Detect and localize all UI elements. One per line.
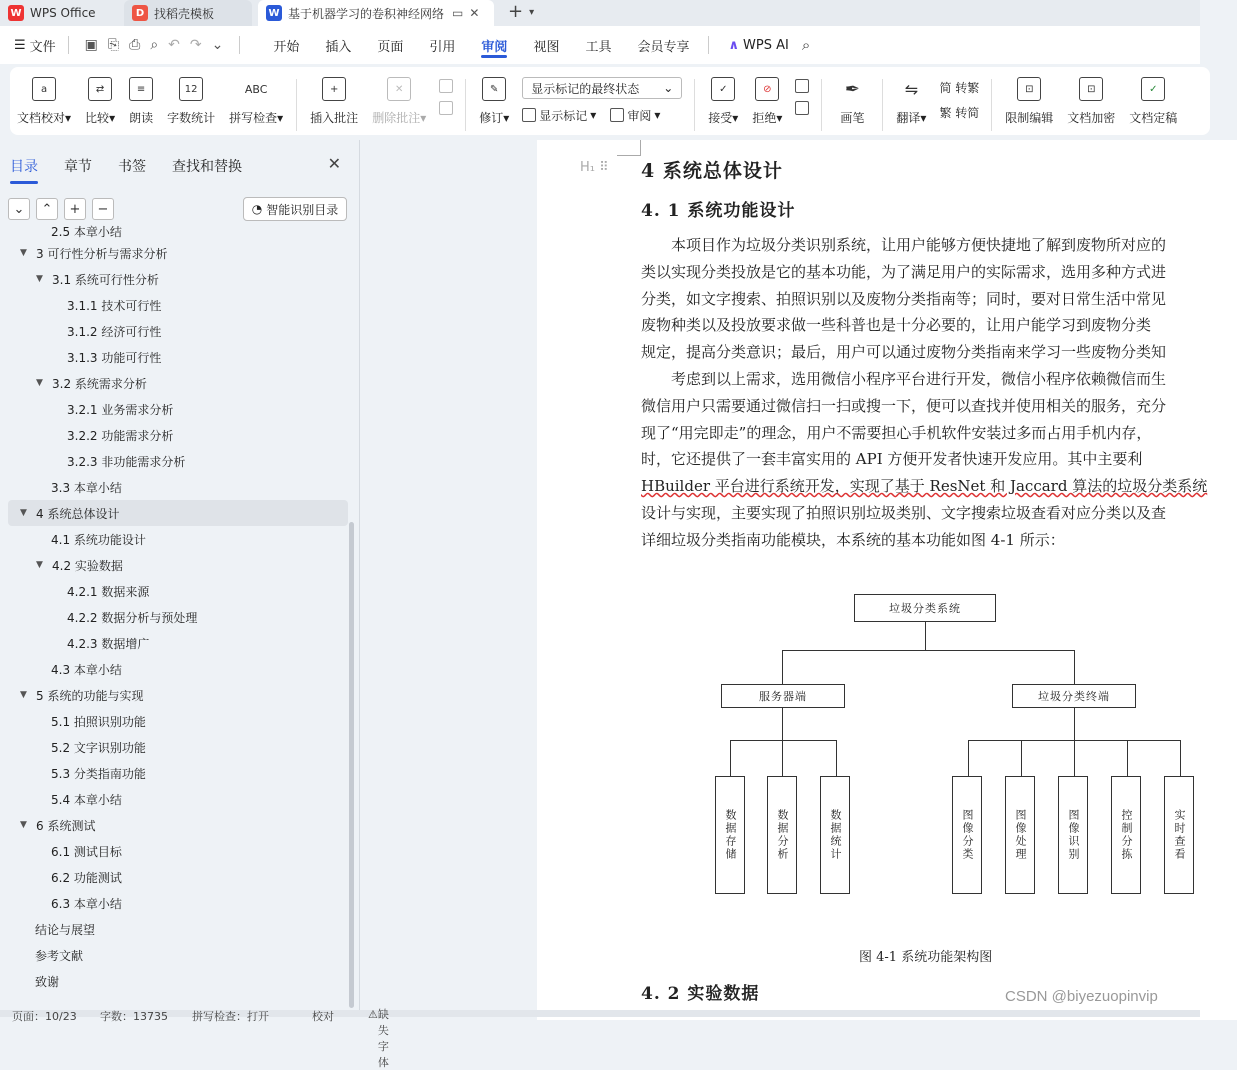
translate-label: 翻译▾ <box>896 111 927 125</box>
word-count-button[interactable] <box>160 77 222 126</box>
spell-check-icon: ABC <box>244 82 268 96</box>
markup-state-select[interactable] <box>522 77 682 99</box>
toc-item-label: 3.1.3 功能可行性 <box>67 350 162 365</box>
encrypt-label: 文档加密 <box>1067 111 1116 125</box>
toc-item[interactable] <box>8 604 348 630</box>
compare-button[interactable] <box>78 77 122 126</box>
connector <box>925 622 926 650</box>
compare-label: 比较▾ <box>85 111 116 125</box>
chevron-down-icon[interactable]: ⌄ <box>8 198 30 220</box>
paragraph-2 <box>641 366 1208 554</box>
text-line: 现了“用完即走”的理念，用户不需要担心手机软件安装过多而占用手机内存， <box>641 423 1152 442</box>
diagram-leaf-node: 实时查看 <box>1164 776 1194 894</box>
toc-item-label: 3.2.1 业务需求分析 <box>67 402 174 417</box>
connector <box>968 740 969 776</box>
read-aloud-icon: ≡ <box>129 77 153 101</box>
document-page[interactable] <box>537 140 1237 1020</box>
word-count-indicator[interactable]: 字数：13735 <box>100 1010 168 1023</box>
tab-find-replace[interactable]: 查找和替换 <box>172 159 242 175</box>
connector <box>782 650 783 684</box>
smart-toc-label: 智能识别目录 <box>266 202 339 217</box>
missing-font-indicator[interactable]: ⚠ 缺失字体 <box>368 1008 389 1069</box>
spell-check-button[interactable] <box>222 77 290 126</box>
spell-check-label: 拼写检查▾ <box>229 111 284 125</box>
revision-nav <box>789 77 815 115</box>
toc-item-label: 4.3 本章小结 <box>51 662 122 677</box>
redo-icon[interactable]: ↷ <box>189 37 202 53</box>
page-indicator[interactable]: 页面：10/23 <box>12 1010 77 1023</box>
toc-item-label: 3 可行性分析与需求分析 <box>36 246 168 261</box>
word-doc-icon: W <box>266 5 282 21</box>
watermark: CSDN @biyezuopinvip <box>1005 988 1158 1005</box>
toc-item[interactable] <box>8 344 348 370</box>
divider <box>821 79 822 131</box>
encrypt-icon: ⊡ <box>1079 77 1103 101</box>
connector <box>1074 708 1075 740</box>
text-line: 微信用户只需要通过微信扫一扫或搜一下，便可以查找并使用相关的服务，充分 <box>641 396 1167 415</box>
text-line: 考虑到以上需求，选用微信小程序平台进行开发，微信小程序依赖微信而生 <box>641 370 1167 388</box>
delete-comment-button[interactable] <box>365 77 433 126</box>
toc-item[interactable] <box>8 552 348 578</box>
ribbon-panel <box>10 67 1210 135</box>
toc-item[interactable] <box>8 708 348 734</box>
nav-tabs <box>10 156 242 176</box>
toc-item-label: 4.2 实验数据 <box>52 558 123 573</box>
toc-item[interactable] <box>8 240 348 266</box>
new-tab-icon[interactable]: + <box>508 1 524 22</box>
toc-toolbar <box>8 198 114 220</box>
divider <box>68 36 69 54</box>
accept-button[interactable] <box>701 77 745 126</box>
page-corner-mark <box>617 140 641 156</box>
lock-doc-icon: ⊡ <box>1017 77 1041 101</box>
quick-access-toolbar <box>62 36 247 54</box>
ribbon <box>0 64 1200 140</box>
diagram-leaf-node: 数据存储 <box>715 776 745 894</box>
proof-indicator[interactable]: 校对 <box>312 1010 334 1023</box>
toc-item[interactable] <box>8 812 348 838</box>
toc-item-label: 4.1 系统功能设计 <box>51 532 146 547</box>
wps-ai-icon: ∧ <box>728 37 740 53</box>
toc-item[interactable] <box>8 734 348 760</box>
toc-item-label: 6.3 本章小结 <box>51 896 122 911</box>
divider <box>991 79 992 131</box>
menu-reference[interactable]: 引用 <box>429 39 456 55</box>
insert-comment-label: 插入批注 <box>310 111 359 125</box>
expand-arrow-icon[interactable]: ▼ <box>36 274 43 284</box>
tab-label: WPS Office <box>30 6 96 20</box>
text-line: 分类，如文字搜索、拍照识别以及废物分类指南等；同时，要对日常生活中常见 <box>641 289 1167 308</box>
text-line: 规定，提高分类意识；最后，用户可以通过废物分类指南来学习一些废物分类知 <box>641 343 1167 362</box>
reject-label: 拒绝▾ <box>752 111 783 125</box>
toc-item-label: 3.2.2 功能需求分析 <box>67 428 174 443</box>
architecture-diagram <box>607 580 1186 920</box>
toc-item-label: 参考文献 <box>35 948 84 963</box>
file-menu-label: 文件 <box>29 39 56 55</box>
word-count-icon: 12 <box>179 77 203 101</box>
toc-item[interactable] <box>8 474 348 500</box>
toc-item[interactable] <box>8 370 348 396</box>
title-bar <box>0 0 1200 26</box>
toc-item-label: 3.2.3 非功能需求分析 <box>67 454 186 469</box>
docer-icon: D <box>132 5 148 21</box>
diagram-leaf-node: 图像处理 <box>1005 776 1035 894</box>
smart-toc-button[interactable] <box>243 197 347 221</box>
revise-label: 修订▾ <box>479 111 510 125</box>
toc-item-label: 3.3 本章小结 <box>51 480 122 495</box>
toc-item-label: 6 系统测试 <box>36 818 96 833</box>
delete-comment-label: 删除批注▾ <box>372 111 427 125</box>
toc-item[interactable] <box>8 292 348 318</box>
toc-item-label: 5.2 文字识别功能 <box>51 740 146 755</box>
connector <box>1021 740 1022 776</box>
menu-lines-icon: ☰ <box>14 37 26 53</box>
wps-ai-label: WPS AI <box>743 37 789 53</box>
text-line: 本项目作为垃圾分类识别系统，让用户能够方便快捷地了解到废物所对应的 <box>641 236 1167 254</box>
chevron-down-icon[interactable]: ▾ <box>529 7 535 18</box>
connector <box>782 650 1074 651</box>
menu-member[interactable]: 会员专享 <box>637 39 690 55</box>
heading-2-design: 4. 1 系统功能设计 <box>641 201 796 221</box>
expand-arrow-icon[interactable]: ▼ <box>20 690 27 700</box>
connector <box>1074 740 1075 776</box>
accept-label: 接受▾ <box>708 111 739 125</box>
accept-icon: ✓ <box>711 77 735 101</box>
diagram-leaf-node: 数据分析 <box>767 776 797 894</box>
navigation-pane <box>0 140 360 1010</box>
toc-item-label: 3.1.2 经济可行性 <box>67 324 162 339</box>
toc-item-label: 4.2.1 数据来源 <box>67 584 150 599</box>
toc-item-label: 5.1 拍照识别功能 <box>51 714 146 729</box>
toc-item-label: 6.1 测试目标 <box>51 844 122 859</box>
divider <box>296 79 297 131</box>
close-icon[interactable]: ✕ <box>327 154 341 173</box>
tab-wps-office[interactable] <box>0 0 120 26</box>
heading-handle-icon[interactable]: H₁ ⠿ <box>580 160 609 175</box>
expand-arrow-icon[interactable]: ▼ <box>20 248 27 258</box>
expand-arrow-icon[interactable]: ▼ <box>20 820 27 830</box>
doc-check-button[interactable] <box>10 77 78 126</box>
finalize-icon: ✓ <box>1141 77 1165 101</box>
toc-item[interactable] <box>8 864 348 890</box>
toc-item[interactable] <box>8 526 348 552</box>
prev-revision-icon[interactable] <box>795 79 809 93</box>
show-markup-label: 显示标记 <box>539 108 588 123</box>
pen-button[interactable] <box>828 77 876 126</box>
tab-label: 基于机器学习的卷积神经网络 <box>288 6 445 21</box>
review-pane-icon <box>610 108 624 122</box>
text-line: 废物种类以及投放要求做一些科普也是十分必要的，让用户能学习到废物分类 <box>641 316 1152 335</box>
text-line: 详细垃圾分类指南功能模块，本系统的基本功能如图 4-1 所示： <box>641 530 1065 549</box>
connector <box>730 740 731 776</box>
doc-check-label: 文档校对▾ <box>17 111 72 125</box>
toc-item-label: 2.5 本章小结 <box>51 225 122 239</box>
menu-insert[interactable]: 插入 <box>325 39 352 55</box>
tab-chapters[interactable]: 章节 <box>64 159 92 175</box>
insert-comment-button[interactable] <box>303 77 365 126</box>
pen-label: 画笔 <box>840 111 865 125</box>
toc-item-label: 致谢 <box>35 974 60 989</box>
toc-item[interactable] <box>8 266 348 292</box>
divider <box>239 36 240 54</box>
undo-icon[interactable]: ↶ <box>168 37 180 53</box>
toc-item-label: 5.4 本章小结 <box>51 792 122 807</box>
scrollbar[interactable] <box>349 522 354 1008</box>
text-line: 时，它还提供了一套丰富实用的 API 方便开发者快速开发应用。其中主要利 <box>641 450 1143 469</box>
word-count-label: 字数统计 <box>167 111 216 125</box>
to-traditional-button[interactable]: 简 转繁 <box>939 81 980 95</box>
finalize-button[interactable] <box>1122 77 1184 126</box>
spell-check-indicator[interactable]: 拼写检查：打开 <box>192 1010 269 1023</box>
next-comment-icon[interactable] <box>439 101 453 115</box>
diagram-terminal-node: 垃圾分类终端 <box>1012 684 1136 708</box>
toc-item-label: 结论与展望 <box>35 922 96 937</box>
connector <box>782 740 783 776</box>
expand-arrow-icon[interactable]: ▼ <box>36 378 43 388</box>
delete-comment-icon: ✕ <box>387 77 411 101</box>
diagram-leaf-node: 图像分类 <box>952 776 982 894</box>
toc-item[interactable] <box>8 942 348 968</box>
toc-item-label: 3.1 系统可行性分析 <box>52 272 159 287</box>
convert-group <box>933 77 985 121</box>
tab-template[interactable] <box>124 0 252 26</box>
menu-start[interactable]: 开始 <box>273 39 300 55</box>
chevron-up-icon[interactable]: ⌃ <box>36 198 58 220</box>
menu-tools[interactable]: 工具 <box>585 39 612 55</box>
review-pane-label: 审阅 <box>627 108 652 123</box>
tab-label: 找稻壳模板 <box>154 6 215 21</box>
diagram-leaf-node: 控制分拣 <box>1111 776 1141 894</box>
print-icon[interactable]: ⎙ <box>129 37 141 53</box>
divider <box>882 79 883 131</box>
toc-item[interactable] <box>8 225 348 240</box>
text-line: 类以实现分类投放是它的基本功能，为了满足用户的实际需求，选用多种方式进 <box>641 262 1167 281</box>
export-icon[interactable]: ⎘ <box>107 37 120 53</box>
toc-item[interactable] <box>8 448 348 474</box>
toc-item-label: 4 系统总体设计 <box>36 506 120 521</box>
toc-item[interactable] <box>8 500 348 526</box>
compare-icon: ⇄ <box>88 77 112 101</box>
reject-button[interactable] <box>745 77 789 126</box>
prev-comment-icon[interactable] <box>439 79 453 93</box>
toc-item[interactable] <box>8 396 348 422</box>
toc-item[interactable] <box>8 578 348 604</box>
paragraph-1 <box>641 232 1201 366</box>
translate-icon: ⇋ <box>904 79 919 99</box>
toc-item[interactable] <box>8 682 348 708</box>
revise-icon: ✎ <box>482 77 506 101</box>
toc-item[interactable] <box>8 318 348 344</box>
heading-1: 4 系统总体设计 <box>641 160 783 182</box>
toc-item[interactable] <box>8 890 348 916</box>
reject-icon: ⊘ <box>755 77 779 101</box>
document-area <box>360 140 1208 1010</box>
toc-item[interactable] <box>8 630 348 656</box>
finalize-label: 文档定稿 <box>1129 111 1178 125</box>
connector <box>1180 740 1181 776</box>
diagram-server-node: 服务器端 <box>721 684 845 708</box>
menu-review[interactable]: 审阅 <box>468 26 520 64</box>
close-tab-icon[interactable]: ✕ <box>469 6 480 20</box>
diagram-leaf-node: 数据统计 <box>820 776 850 894</box>
show-markup-icon <box>522 108 536 122</box>
pen-icon: ✒ <box>844 78 860 100</box>
markup-group <box>516 77 688 125</box>
translate-button[interactable] <box>889 77 933 126</box>
chevron-down-icon: ⌄ <box>663 81 674 95</box>
connector <box>1127 740 1128 776</box>
connector <box>730 740 836 741</box>
comment-nav <box>433 77 459 115</box>
monitor-icon[interactable]: ▭ <box>452 6 464 20</box>
heading-2-data: 4. 2 实验数据 <box>641 984 760 1004</box>
encrypt-button[interactable] <box>1060 77 1122 126</box>
text-line: HBuilder 平台进行系统开发，实现了基于 ResNet 和 Jaccard 算法的垃圾分类系统 <box>641 477 1208 496</box>
toc-item[interactable] <box>8 656 348 682</box>
toc-item-label: 4.2.3 数据增广 <box>67 636 150 651</box>
toc-item-label: 5 系统的功能与实现 <box>36 688 144 703</box>
menu-view[interactable]: 视图 <box>533 39 560 55</box>
toc-item[interactable] <box>8 968 348 994</box>
toc-item[interactable] <box>8 916 348 942</box>
revise-button[interactable] <box>472 77 516 126</box>
toc-item[interactable] <box>8 422 348 448</box>
show-markup-button[interactable]: 显示标记 ▾ <box>522 107 596 124</box>
menu-page[interactable]: 页面 <box>377 39 404 55</box>
print-preview-icon[interactable]: ⌕ <box>150 37 159 53</box>
plus-icon[interactable]: + <box>64 198 86 220</box>
tab-document[interactable] <box>258 0 494 26</box>
connector <box>1074 650 1075 684</box>
tab-toc[interactable]: 目录 <box>10 156 38 176</box>
next-revision-icon[interactable] <box>795 101 809 115</box>
expand-arrow-icon[interactable]: ▼ <box>36 560 43 570</box>
restrict-edit-label: 限制编辑 <box>1005 111 1054 125</box>
connector <box>782 708 783 740</box>
toc-item-label: 3.2 系统需求分析 <box>52 376 147 391</box>
toc-list <box>8 225 348 1010</box>
toc-item-label: 6.2 功能测试 <box>51 870 122 885</box>
save-icon[interactable]: ▣ <box>84 37 98 53</box>
divider <box>694 79 695 131</box>
tab-bookmarks[interactable]: 书签 <box>118 159 146 175</box>
expand-arrow-icon[interactable]: ▼ <box>20 508 27 518</box>
diagram-leaf-node: 图像识别 <box>1058 776 1088 894</box>
toc-item-label: 4.2.2 数据分析与预处理 <box>67 610 198 625</box>
read-aloud-label: 朗读 <box>129 111 154 125</box>
ai-icon: ◔ <box>251 202 263 216</box>
file-menu[interactable] <box>14 36 56 55</box>
menu-bar <box>0 26 1200 64</box>
figure-caption: 图 4-1 系统功能架构图 <box>859 950 993 965</box>
insert-comment-icon: + <box>322 77 346 101</box>
review-pane-button[interactable]: 审阅 ▾ <box>610 107 660 124</box>
toc-item-label: 5.3 分类指南功能 <box>51 766 146 781</box>
restrict-edit-button[interactable] <box>998 77 1060 126</box>
divider <box>465 79 466 131</box>
status-bar <box>0 1008 1200 1069</box>
divider <box>708 36 709 54</box>
chevron-down-icon[interactable]: ⌄ <box>211 37 224 53</box>
diagram-root-node: 垃圾分类系统 <box>854 594 996 622</box>
toc-item[interactable] <box>8 760 348 786</box>
toc-item-label: 3.1.1 技术可行性 <box>67 298 162 313</box>
wps-ai-button[interactable] <box>715 26 801 64</box>
to-simplified-button[interactable]: 繁 转简 <box>939 106 980 120</box>
connector <box>836 740 837 776</box>
search-icon[interactable]: ⌕ <box>801 36 811 54</box>
toc-item[interactable] <box>8 838 348 864</box>
toc-item[interactable] <box>8 786 348 812</box>
doc-check-icon: a <box>32 77 56 101</box>
read-aloud-button[interactable] <box>122 77 160 126</box>
markup-state-value: 显示标记的最终状态 <box>531 81 640 96</box>
wps-logo-icon: W <box>8 5 24 21</box>
text-line: 设计与实现，主要实现了拍照识别垃圾类别、文字搜索垃圾查看对应分类以及查 <box>641 503 1167 522</box>
markup-row <box>522 105 682 125</box>
minus-icon[interactable]: − <box>92 198 114 220</box>
